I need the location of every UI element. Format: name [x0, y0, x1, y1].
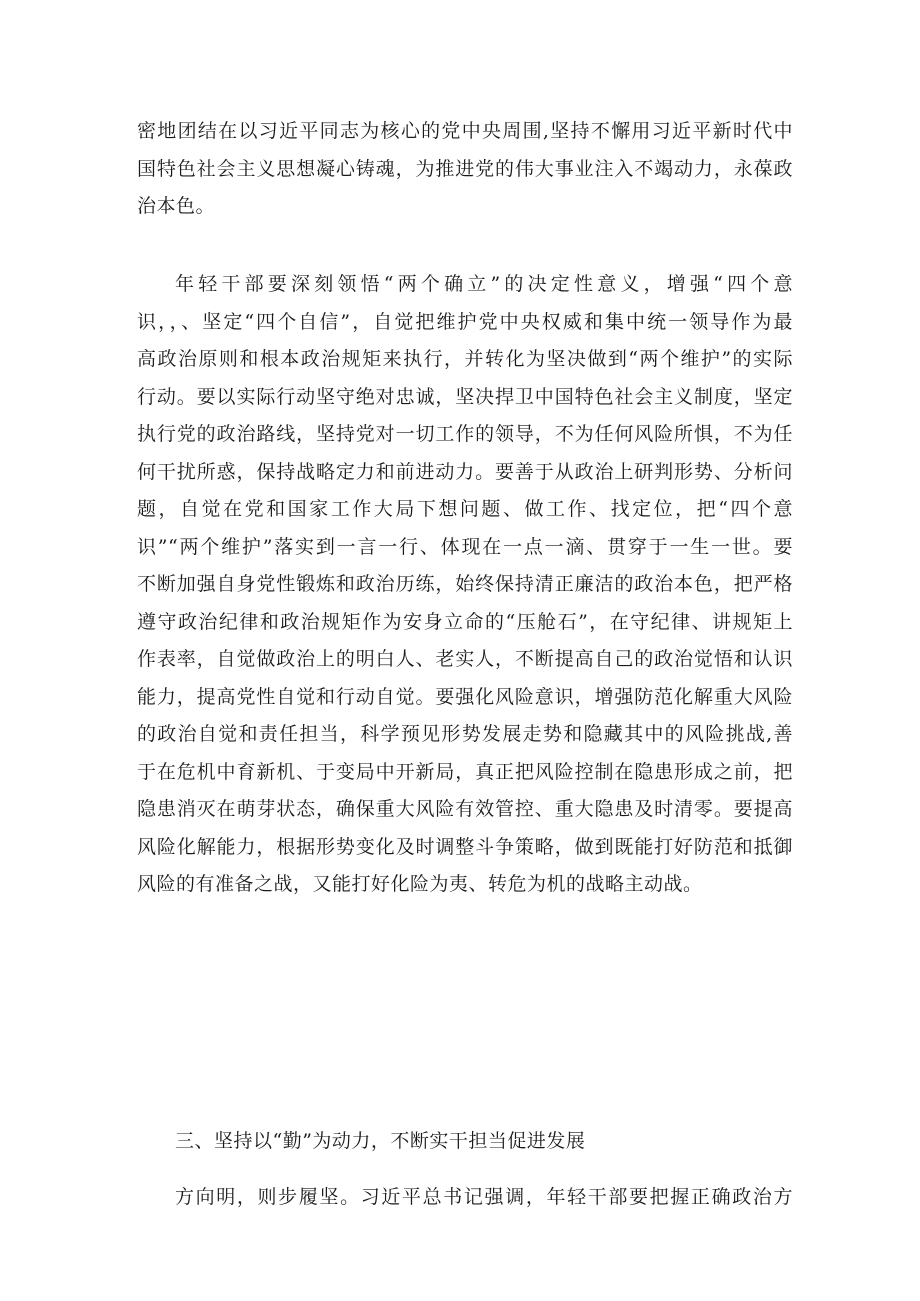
paragraph-line: 密地团结在以习近平同志为核心的党中央周围,坚持不懈用习近平新时代中: [137, 120, 793, 142]
paragraph-line: 方向明，则步履坚。习近平总书记强调，年轻干部要把握正确政治方: [175, 1186, 793, 1208]
paragraph-line: 风险的有准备之战，又能打好化险为夷、转危为机的战略主动战。: [137, 873, 703, 895]
paragraph-line: 治本色。: [137, 195, 216, 217]
paragraph-line: 何干扰所惑，保持战略定力和前进动力。要善于从政治上研判形势、分析问: [137, 460, 793, 483]
paragraph-line: 高政治原则和根本政治规矩来执行，并转化为坚决做到“两个维护”的实际: [137, 348, 793, 370]
paragraph-line: 风险化解能力，根据形势变化及时调整斗争策略，做到既能打好防范和抵御: [137, 835, 793, 858]
paragraph-continuation: [137, 113, 793, 226]
paragraph-main: [137, 266, 793, 904]
paragraph-line: 执行党的政治路线，坚持党对一切工作的领导，不为任何风险所惧，不为任: [137, 423, 793, 445]
paragraph-line: 能力，提高党性自觉和行动自觉。要强化风险意识，增强防范化解重大风险: [137, 685, 793, 708]
paragraph-line: 遵守政治纪律和政治规矩作为安身立命的“压舱石”，在守纪律、讲规矩上: [137, 610, 793, 633]
paragraph-line: 识”“两个维护”落实到一言一行、体现在一点一滴、贯穿于一生一世。要: [137, 535, 793, 558]
paragraph-line: 不断加强自身党性锻炼和政治历练，始终保持清正廉洁的政治本色，把严格: [137, 573, 793, 595]
paragraph-line: 国特色社会主义思想凝心铸魂，为推进党的伟大事业注入不竭动力，永葆政: [137, 157, 793, 180]
paragraph-line: 隐患消灭在萌芽状态，确保重大风险有效管控、重大隐患及时清零。要提高: [137, 798, 793, 820]
paragraph-line: 的政治自觉和责任担当，科学预见形势发展走势和隐藏其中的风险挑战,善: [137, 723, 793, 745]
paragraph-line: 作表率，自觉做政治上的明白人、老实人，不断提高自己的政治觉悟和认识: [137, 648, 793, 670]
paragraph-line: 识，，、坚定“四个自信”，自觉把维护党中央权威和集中统一领导作为最: [137, 310, 793, 333]
heading-text: 三、坚持以“勤”为动力，不断实干担当促进发展: [175, 1130, 586, 1152]
paragraph-line: 于在危机中育新机、于变局中开新局，真正把风险控制在隐患形成之前，把: [137, 760, 793, 783]
paragraph-line: 行动。要以实际行动坚守绝对忠诚，坚决捍卫中国特色社会主义制度，坚定: [137, 385, 793, 408]
paragraph-line: 年轻干部要深刻领悟“两个确立”的决定性意义，增强“四个意: [175, 273, 793, 295]
section-heading: [137, 1123, 793, 1161]
paragraph-start: [137, 1179, 793, 1217]
paragraph-line: 题，自觉在党和国家工作大局下想问题、做工作、找定位，把“四个意: [137, 498, 793, 520]
